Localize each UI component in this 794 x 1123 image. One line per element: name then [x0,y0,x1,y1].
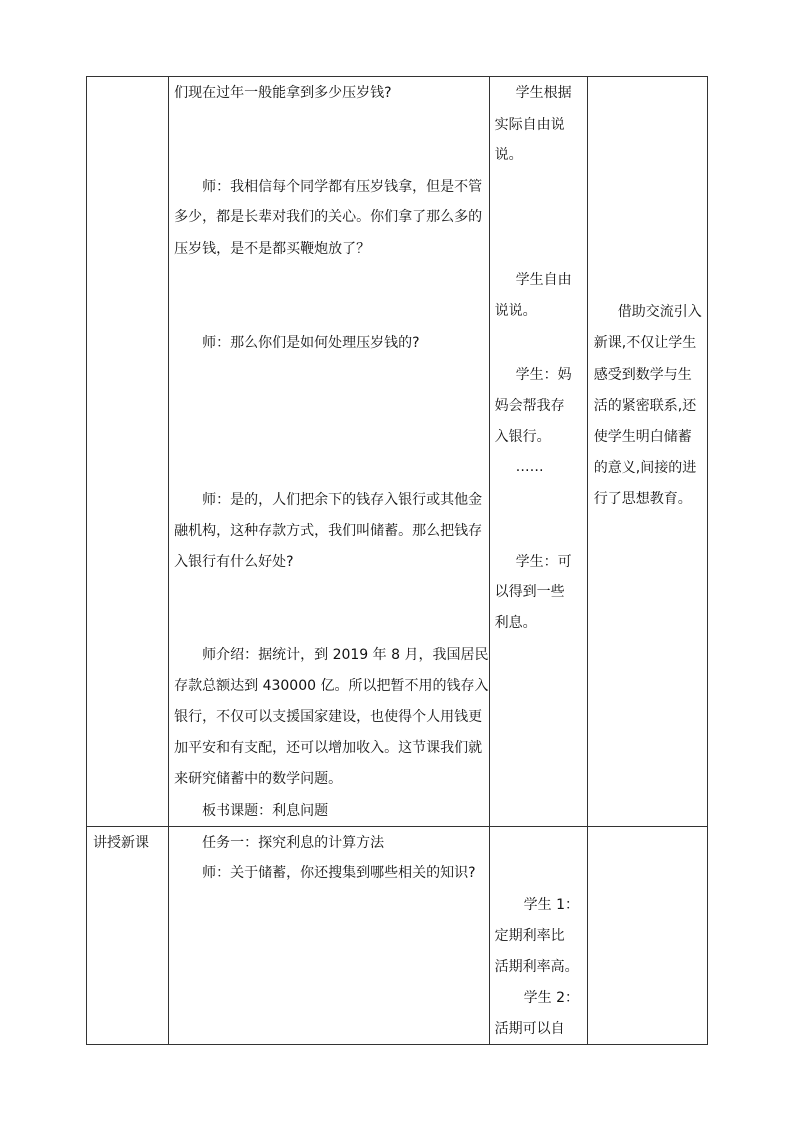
lesson-plan-table [86,76,708,1045]
student-line: 活期可以自 [494,1021,565,1037]
teacher-line: 入银行有什么好处? [174,554,294,570]
intent-line: 感受到数学与生 [593,367,692,383]
student-line: 学生：妈 [515,367,572,383]
intent-line: 借助交流引入 [617,304,702,320]
design-intent-cell [587,77,707,827]
teacher-line: 们现在过年一般能拿到多少压岁钱? [174,85,392,101]
intent-line: 使学生明白储蓄 [593,429,692,445]
teacher-line: 板书课题：利息问题 [202,803,329,819]
student-activity-cell [489,827,587,1045]
student-line: …… [515,459,544,475]
design-intent-cell-empty [587,827,707,1045]
teacher-activity-cell [169,827,490,1045]
student-activity-cell [489,77,587,827]
teacher-line: 师：我相信每个同学都有压岁钱拿，但是不管 [202,179,483,195]
student-line: 入银行。 [494,429,551,445]
student-line: 学生根据 [515,85,572,101]
stage-label: 讲授新课 [93,835,149,851]
student-line: 学生：可 [515,554,572,570]
student-line: 以得到一些 [494,584,565,600]
table-row [87,827,708,1045]
teacher-line: 银行，不仅可以支援国家建设，也使得个人用钱更 [174,709,483,725]
student-line: 定期利率比 [494,928,565,944]
teacher-line: 师：那么你们是如何处理压岁钱的? [202,335,420,351]
student-line: 说。 [494,147,523,163]
intent-line: 行了思想教育。 [593,491,692,507]
teacher-activity-cell [169,77,490,827]
teacher-line: 加平安和有支配，还可以增加收入。这节课我们就 [174,740,483,756]
student-line: 说说。 [494,303,537,319]
student-line: 利息。 [494,615,537,631]
intent-line: 活的紧密联系,还 [593,398,697,414]
intent-line: 新课,不仅让学生 [593,335,697,351]
intent-line: 的意义,间接的进 [593,460,697,476]
teacher-line: 存款总额达到 430000 亿。所以把暂不用的钱存入 [174,678,489,694]
teacher-line: 多少，都是长辈对我们的关心。你们拿了那么多的 [174,209,483,225]
student-line: 活期利率高。 [494,959,579,975]
table-row [87,77,708,827]
teacher-line: 融机构，这种存款方式，我们叫储蓄。那么把钱存 [174,523,483,539]
stage-cell [87,827,169,1045]
teacher-line: 压岁钱，是不是都买鞭炮放了？ [174,241,371,257]
student-line: 妈会帮我存 [494,398,565,414]
teacher-line: 师介绍：据统计，到 2019 年 8 月，我国居民 [202,647,489,663]
teacher-line: 来研究储蓄中的数学问题。 [174,771,343,787]
teacher-line: 师：关于储蓄，你还搜集到哪些相关的知识? [202,865,476,881]
student-line: 学生 1： [523,897,579,913]
stage-cell-empty [87,77,169,827]
student-line: 实际自由说 [494,117,565,133]
student-line: 学生 2： [523,990,579,1006]
teacher-line: 师：是的，人们把余下的钱存入银行或其他金 [202,492,483,508]
teacher-line: 任务一：探究利息的计算方法 [202,835,385,851]
student-line: 学生自由 [515,272,572,288]
